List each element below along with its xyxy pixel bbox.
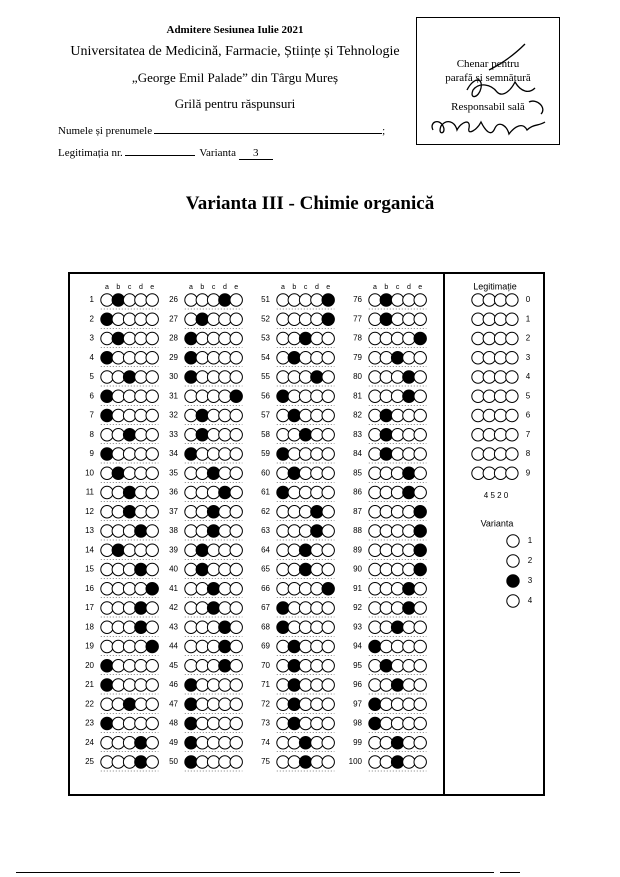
question-number: 34 bbox=[169, 449, 178, 459]
stamp-line-3: Responsabil sală bbox=[451, 101, 525, 113]
question-number: 78 bbox=[353, 333, 362, 343]
option-letter-header: c bbox=[395, 283, 400, 291]
question-number: 39 bbox=[169, 545, 178, 555]
option-letter-header: c bbox=[127, 283, 132, 291]
question-number: 42 bbox=[169, 603, 178, 613]
question-number: 43 bbox=[169, 622, 178, 632]
id-code-text: 4 5 2 0 bbox=[483, 491, 509, 501]
id-digit-label: 9 bbox=[525, 468, 531, 478]
question-number: 30 bbox=[169, 372, 178, 382]
question-number: 93 bbox=[353, 622, 362, 632]
varianta-option-label: 2 bbox=[527, 556, 533, 566]
question-number: 50 bbox=[169, 757, 178, 767]
question-number: 46 bbox=[169, 680, 178, 690]
sheet-title: Grilă pentru răspunsuri bbox=[174, 96, 296, 111]
id-label: Legitimația nr. bbox=[58, 147, 123, 159]
id-digit-label: 4 bbox=[525, 372, 531, 382]
varianta-option-label: 4 bbox=[527, 596, 533, 606]
id-digit-label: 0 bbox=[525, 295, 531, 305]
id-digit-label: 5 bbox=[525, 391, 531, 401]
option-letter-header: d bbox=[406, 283, 411, 291]
option-letter-header: b bbox=[200, 283, 205, 291]
question-number: 72 bbox=[261, 699, 270, 709]
question-number: 29 bbox=[169, 352, 178, 362]
question-number: 32 bbox=[169, 410, 178, 420]
option-letter-header: a bbox=[105, 283, 109, 291]
question-number: 68 bbox=[261, 622, 270, 632]
question-number: 97 bbox=[353, 699, 362, 709]
stamp-line-1: Chenar pentru bbox=[456, 58, 520, 70]
question-number: 53 bbox=[261, 333, 270, 343]
question-number: 71 bbox=[261, 680, 270, 690]
question-number: 35 bbox=[169, 468, 178, 478]
id-digit-label: 8 bbox=[525, 449, 531, 459]
option-letter-header: e bbox=[326, 283, 331, 291]
question-number: 41 bbox=[169, 583, 178, 593]
question-number: 70 bbox=[261, 660, 270, 670]
id-digit-label: 1 bbox=[525, 314, 531, 324]
question-number: 84 bbox=[353, 449, 362, 459]
question-number: 48 bbox=[169, 718, 178, 728]
id-digit-label: 6 bbox=[525, 410, 531, 420]
varianta-option-label: 3 bbox=[527, 576, 533, 586]
option-letter-header: a bbox=[281, 283, 285, 291]
question-number: 77 bbox=[353, 314, 362, 324]
question-number: 86 bbox=[353, 487, 362, 497]
question-number: 63 bbox=[261, 526, 270, 536]
question-number: 74 bbox=[261, 737, 270, 747]
question-number: 96 bbox=[353, 680, 362, 690]
question-number: 47 bbox=[169, 699, 178, 709]
question-number: 14 bbox=[85, 545, 94, 555]
question-number: 95 bbox=[353, 660, 362, 670]
question-number: 23 bbox=[85, 718, 94, 728]
question-number: 60 bbox=[261, 468, 270, 478]
id-digit-label: 3 bbox=[525, 352, 531, 362]
question-number: 27 bbox=[169, 314, 178, 324]
question-number: 98 bbox=[353, 718, 362, 728]
id-field-row bbox=[58, 145, 273, 160]
question-number: 83 bbox=[353, 429, 362, 439]
question-number: 8 bbox=[89, 429, 94, 439]
question-number: 59 bbox=[261, 449, 270, 459]
question-number: 15 bbox=[85, 564, 94, 574]
question-number: 88 bbox=[353, 526, 362, 536]
question-number: 94 bbox=[353, 641, 362, 651]
question-number: 76 bbox=[353, 295, 362, 305]
name-label: Numele și prenumele bbox=[58, 125, 153, 137]
option-letter-header: c bbox=[211, 283, 216, 291]
question-number: 99 bbox=[353, 737, 362, 747]
question-number: 69 bbox=[261, 641, 270, 651]
option-letter-header: a bbox=[373, 283, 377, 291]
bottom-rule-short bbox=[500, 872, 520, 873]
question-number: 36 bbox=[169, 487, 178, 497]
question-number: 61 bbox=[261, 487, 270, 497]
id-digit-label: 7 bbox=[525, 429, 531, 439]
question-number: 20 bbox=[85, 660, 94, 670]
question-number: 2 bbox=[89, 314, 94, 324]
question-number: 80 bbox=[353, 372, 362, 382]
option-letter-header: c bbox=[303, 283, 308, 291]
question-number: 51 bbox=[261, 295, 270, 305]
question-number: 19 bbox=[85, 641, 94, 651]
bottom-rule bbox=[16, 872, 494, 873]
stamp-line-2: parafă și semnătură bbox=[445, 72, 531, 84]
id-blank[interactable] bbox=[125, 145, 195, 156]
legitimatie-title: Legitimație bbox=[473, 281, 517, 292]
question-number: 22 bbox=[85, 699, 94, 709]
question-number: 65 bbox=[261, 564, 270, 574]
question-number: 21 bbox=[85, 680, 94, 690]
question-number: 12 bbox=[85, 506, 94, 516]
question-number: 52 bbox=[261, 314, 270, 324]
question-number: 55 bbox=[261, 372, 270, 382]
question-number: 44 bbox=[169, 641, 178, 651]
question-number: 24 bbox=[85, 737, 94, 747]
question-number: 92 bbox=[353, 603, 362, 613]
option-letter-header: d bbox=[222, 283, 227, 291]
question-number: 17 bbox=[85, 603, 94, 613]
question-number: 33 bbox=[169, 429, 178, 439]
question-number: 7 bbox=[89, 410, 94, 420]
handwritten-signature bbox=[417, 18, 559, 144]
option-letter-header: b bbox=[292, 283, 297, 291]
question-number: 89 bbox=[353, 545, 362, 555]
name-field-row: Numele și prenumele ; bbox=[58, 125, 386, 137]
question-number: 45 bbox=[169, 660, 178, 670]
question-number: 79 bbox=[353, 352, 362, 362]
question-number: 31 bbox=[169, 391, 178, 401]
question-number: 100 bbox=[348, 757, 362, 767]
question-number: 11 bbox=[85, 487, 94, 497]
question-number: 82 bbox=[353, 410, 362, 420]
question-number: 38 bbox=[169, 526, 178, 536]
option-letter-header: b bbox=[116, 283, 121, 291]
question-number: 91 bbox=[353, 583, 362, 593]
question-number: 18 bbox=[85, 622, 94, 632]
question-number: 9 bbox=[89, 449, 94, 459]
question-number: 37 bbox=[169, 506, 178, 516]
option-letter-header: d bbox=[314, 283, 319, 291]
option-letter-header: b bbox=[384, 283, 389, 291]
question-number: 58 bbox=[261, 429, 270, 439]
varianta-option-label: 1 bbox=[527, 536, 533, 546]
question-number: 87 bbox=[353, 506, 362, 516]
option-letter-header: e bbox=[234, 283, 239, 291]
question-number: 3 bbox=[89, 333, 94, 343]
id-digit-label: 2 bbox=[525, 333, 531, 343]
question-number: 57 bbox=[261, 410, 270, 420]
question-number: 28 bbox=[169, 333, 178, 343]
university-heading: Universitatea de Medicină, Farmacie, Științe și Tehnologie bbox=[70, 44, 400, 59]
question-number: 13 bbox=[85, 526, 94, 536]
question-number: 62 bbox=[261, 506, 270, 516]
question-number: 66 bbox=[261, 583, 270, 593]
question-number: 81 bbox=[353, 391, 362, 401]
question-number: 4 bbox=[89, 352, 94, 362]
option-letter-header: e bbox=[150, 283, 155, 291]
question-number: 25 bbox=[85, 757, 94, 767]
question-number: 16 bbox=[85, 583, 94, 593]
question-number: 1 bbox=[89, 295, 94, 305]
question-number: 40 bbox=[169, 564, 178, 574]
question-number: 64 bbox=[261, 545, 270, 555]
option-letter-header: e bbox=[418, 283, 423, 291]
answer-sheet-frame bbox=[68, 272, 545, 796]
variant-label: Varianta bbox=[199, 147, 236, 159]
question-number: 85 bbox=[353, 468, 362, 478]
sheet-divider bbox=[443, 272, 445, 796]
variant-value: 3 bbox=[239, 147, 273, 160]
question-number: 75 bbox=[261, 757, 270, 767]
session-heading: Admitere Sesiunea Iulie 2021 bbox=[166, 24, 304, 36]
varianta-title: Varianta bbox=[480, 518, 514, 529]
question-number: 26 bbox=[169, 295, 178, 305]
question-number: 56 bbox=[261, 391, 270, 401]
option-letter-header: d bbox=[138, 283, 143, 291]
question-number: 54 bbox=[261, 352, 270, 362]
question-number: 73 bbox=[261, 718, 270, 728]
question-number: 49 bbox=[169, 737, 178, 747]
question-number: 6 bbox=[89, 391, 94, 401]
question-number: 90 bbox=[353, 564, 362, 574]
stamp-box bbox=[416, 17, 560, 145]
question-number: 67 bbox=[261, 603, 270, 613]
exam-title: Varianta III - Chimie organică bbox=[185, 193, 435, 214]
name-blank[interactable] bbox=[154, 123, 382, 134]
question-number: 5 bbox=[89, 372, 94, 382]
option-letter-header: a bbox=[189, 283, 193, 291]
university-name: „George Emil Palade” din Târgu Mureș bbox=[131, 70, 339, 85]
question-number: 10 bbox=[85, 468, 94, 478]
